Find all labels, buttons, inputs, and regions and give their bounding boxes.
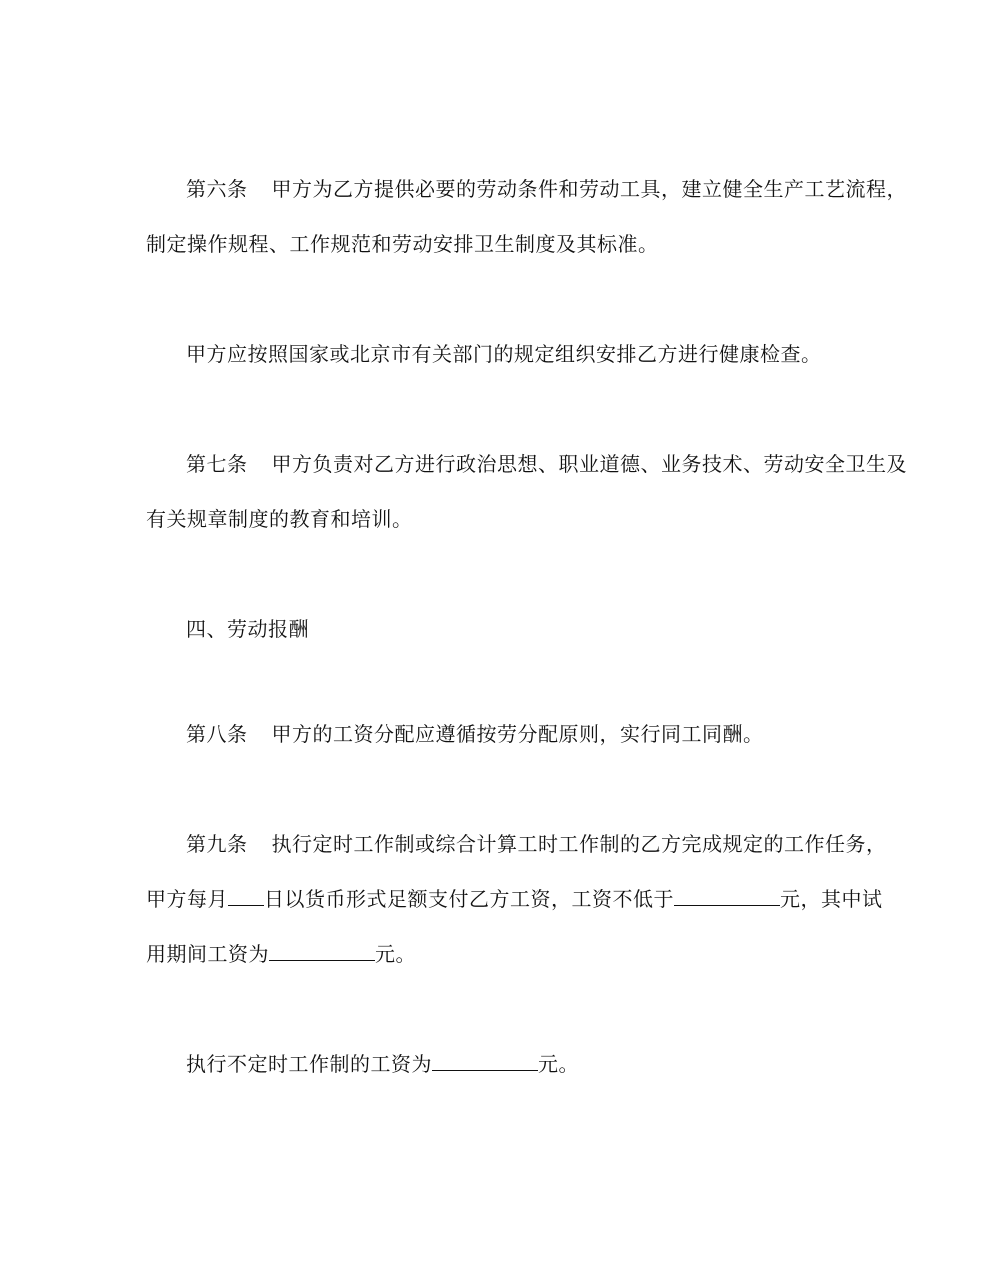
article-9-text-2c: 元，其中试 [780,887,883,911]
health-check-text: 甲方应按照国家或北京市有关部门的规定组织安排乙方进行健康检查。 [186,342,822,366]
article-9-text-1: 执行定时工作制或综合计算工时工作制的乙方完成规定的工作任务， [271,832,887,856]
health-check-paragraph [186,342,822,366]
pay-day-blank[interactable] [228,887,264,906]
article-6-label: 第六条 [186,177,248,201]
article-9-text-3b: 元。 [375,942,416,966]
flexible-hours-text-a: 执行不定时工作制的工资为 [186,1052,432,1076]
article-7-label: 第七条 [186,452,248,476]
article-9-text-2a: 甲方每月 [146,887,228,911]
min-wage-blank[interactable] [674,887,780,906]
article-9-text-2b: 日以货币形式足额支付乙方工资，工资不低于 [264,887,674,911]
section-4-heading [186,617,309,641]
article-6-text-2: 制定操作规程、工作规范和劳动安排卫生制度及其标准。 [146,232,659,256]
probation-wage-blank[interactable] [269,942,375,961]
flexible-wage-blank[interactable] [432,1052,538,1071]
article-8-line-1 [186,722,764,746]
section-4-heading-text: 四、劳动报酬 [186,617,309,641]
article-6-text-1: 甲方为乙方提供必要的劳动条件和劳动工具，建立健全生产工艺流程， [271,177,907,201]
article-7-text-2: 有关规章制度的教育和培训。 [146,507,413,531]
flexible-hours-text-b: 元。 [538,1052,579,1076]
article-8-text: 甲方的工资分配应遵循按劳分配原则，实行同工同酬。 [271,722,764,746]
article-9-line-1 [186,832,887,856]
article-6-line-1 [186,177,907,201]
article-9-line-2 [146,887,883,911]
article-7-line-2 [146,507,413,531]
article-9-line-3 [146,942,416,966]
article-9-label: 第九条 [186,832,248,856]
article-7-line-1 [186,452,907,476]
article-9-text-3a: 用期间工资为 [146,942,269,966]
article-6-line-2 [146,232,659,256]
article-8-label: 第八条 [186,722,248,746]
article-7-text-1: 甲方负责对乙方进行政治思想、职业道德、业务技术、劳动安全卫生及 [271,452,907,476]
flexible-hours-paragraph [186,1052,579,1076]
